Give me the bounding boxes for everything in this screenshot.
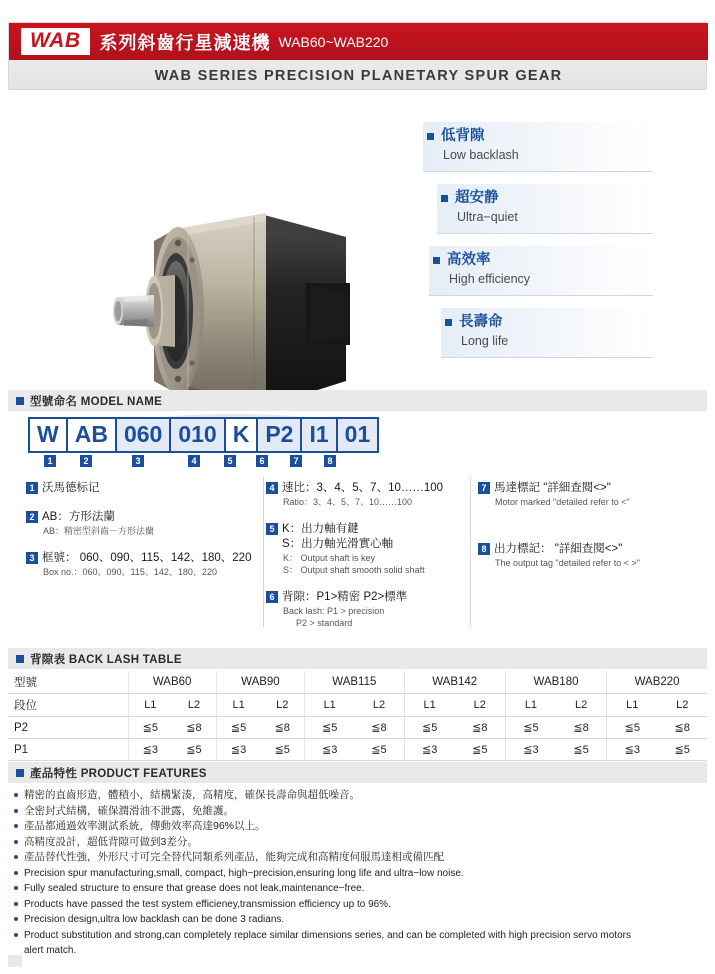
- feature-label-en: Long life: [461, 334, 509, 348]
- legend-number: 6: [266, 591, 278, 603]
- square-marker-icon: [16, 655, 24, 663]
- section-header-backlash: [8, 648, 707, 669]
- row-label: 段位: [8, 694, 128, 717]
- feature-item: [429, 246, 653, 296]
- feature-text: alert match.: [24, 945, 77, 956]
- value-cell: ≦8: [354, 717, 404, 739]
- section-header-model-name: [8, 390, 707, 411]
- value-cell: ≦5: [128, 717, 172, 739]
- legend-item: [266, 522, 466, 576]
- value-cell: ≦5: [404, 717, 455, 739]
- section-title: 產品特性 PRODUCT FEATURES: [30, 767, 207, 780]
- bullet-dot-icon: [14, 809, 18, 813]
- legend-item: [26, 510, 256, 537]
- model-name-block: [8, 413, 707, 643]
- table-row: [8, 671, 707, 694]
- hero-section: [8, 90, 707, 378]
- model-header-cell: WAB90: [216, 671, 304, 694]
- model-header-cell: WAB60: [128, 671, 216, 694]
- value-cell: ≦3: [607, 739, 658, 761]
- legend-text-cn: AB：方形法蘭: [42, 511, 115, 523]
- legend-text-cn-b: S：出力軸光滑實心軸: [282, 538, 394, 550]
- value-cell: ≦3: [505, 739, 556, 761]
- code-cell: 060: [115, 417, 169, 453]
- value-cell: ≦5: [657, 739, 707, 761]
- feature-bullet-en: [14, 912, 704, 928]
- legend-text-cn: K：出力軸有鍵: [282, 523, 359, 535]
- value-cell: ≦8: [455, 717, 506, 739]
- code-cell: AB: [66, 417, 115, 453]
- stage-cell: L1: [305, 694, 355, 717]
- stage-cell: L2: [455, 694, 506, 717]
- bullet-dot-icon: [14, 871, 18, 875]
- footer-marker: [8, 955, 22, 967]
- feature-text: Precision spur manufacturing,small, compact, high−precision,ensuring long life and ultra−low noise.: [24, 867, 464, 879]
- legend-text-en: The output tag "detailed refer to < >": [495, 558, 640, 568]
- value-cell: ≦3: [305, 739, 355, 761]
- feature-highlights: [423, 122, 653, 370]
- feature-item: [437, 184, 653, 234]
- feature-text: 高精度設計，超低背隙可做到3差分。: [24, 835, 198, 848]
- feature-text: Product substitution and strong,can completely replace similar dimensions series, and can be completed with high precision servo motors: [24, 929, 631, 941]
- feature-item: [423, 122, 653, 172]
- stage-cell: L2: [260, 694, 304, 717]
- legend-text-en: Back lash: P1 > precision: [283, 606, 385, 616]
- value-cell: ≦5: [172, 739, 216, 761]
- bullet-dot-icon: [14, 917, 18, 921]
- legend-text-cn: 馬達標記 "詳細查閱<>": [494, 482, 611, 494]
- feature-text: 產品替代性強，外形尺寸可完全替代同類系列產品，能夠完成和高精度伺服馬達相或備匹配: [24, 851, 444, 863]
- header-red-bar: [9, 23, 708, 60]
- feature-label-cn: 長壽命: [459, 314, 503, 330]
- bullet-dot-icon: [14, 902, 18, 906]
- legend-number: 5: [266, 523, 278, 535]
- feature-bullet-en: [14, 881, 704, 897]
- section-title: 型號命名 MODEL NAME: [30, 395, 163, 408]
- legend-number: 1: [26, 482, 38, 494]
- square-marker-icon: [16, 397, 24, 405]
- code-cell: P2: [256, 417, 300, 453]
- code-cell: 010: [169, 417, 223, 453]
- feature-text: 產品都通過效率測試系統，傳動效率高達96%以上。: [24, 820, 266, 832]
- model-code-markers: [28, 455, 333, 469]
- row-label: P1: [8, 739, 128, 761]
- bullet-dot-icon: [14, 933, 18, 937]
- bullet-dot-icon: [14, 886, 18, 890]
- feature-bullet-cn: [14, 835, 704, 851]
- section-title: 背隙表 BACK LASH TABLE: [30, 653, 182, 666]
- legend-number: 8: [478, 543, 490, 555]
- value-cell: ≦5: [260, 739, 304, 761]
- feature-text: Precision design,ultra low backlash can be done 3 radians.: [24, 914, 285, 925]
- bullet-icon: [441, 195, 448, 202]
- header-subtitle: WAB SERIES PRECISION PLANETARY SPUR GEAR: [154, 67, 563, 84]
- code-marker: 8: [324, 455, 336, 467]
- legend-item: [266, 481, 466, 508]
- legend-number: 3: [26, 552, 38, 564]
- feature-item: [441, 308, 653, 358]
- table-row: [8, 694, 707, 717]
- code-cell: I1: [300, 417, 335, 453]
- legend-column-2: [266, 481, 466, 643]
- code-marker: 1: [44, 455, 56, 467]
- backlash-table-wrapper: [8, 671, 707, 761]
- value-cell: ≦5: [556, 739, 607, 761]
- value-cell: ≦8: [172, 717, 216, 739]
- feature-label-cn: 超安静: [455, 190, 499, 206]
- legend-item: [478, 481, 703, 508]
- legend-number: 4: [266, 482, 278, 494]
- header-title-cn: 系列斜齒行星減速機: [99, 32, 271, 53]
- feature-text: Fully sealed structure to ensure that grease does not leak,maintenance−free.: [24, 883, 365, 894]
- legend-column-3: [478, 481, 703, 583]
- legend-item: [478, 542, 703, 569]
- legend-text-en: Motor marked "detailed refer to <": [495, 497, 630, 507]
- stage-cell: L1: [404, 694, 455, 717]
- legend-number: 7: [478, 482, 490, 494]
- feature-label-en: Ultra−quiet: [457, 210, 518, 224]
- feature-bullet-en: [14, 866, 704, 882]
- feature-bullet-cn: [14, 804, 704, 820]
- feature-bullet-en-continued: [14, 943, 704, 959]
- legend-text-en: Box no.：060、090、115、142、180、220: [43, 567, 217, 577]
- legend-text-en: Ratio：3、4、5、7、10……100: [283, 497, 413, 507]
- model-header-cell: WAB180: [505, 671, 606, 694]
- legend-text-cn: 背隙：P1>精密 P2>標準: [282, 591, 408, 603]
- product-header: [8, 22, 707, 90]
- stage-cell: L1: [505, 694, 556, 717]
- backlash-table: [8, 671, 707, 761]
- bullet-dot-icon: [14, 824, 18, 828]
- feature-bullet-en: [14, 897, 704, 913]
- stage-cell: L1: [128, 694, 172, 717]
- product-features-list: [14, 788, 704, 959]
- value-cell: ≦8: [260, 717, 304, 739]
- stage-cell: L1: [216, 694, 260, 717]
- value-cell: ≦5: [216, 717, 260, 739]
- legend-item: [266, 590, 466, 629]
- legend-text-en: K： Output shaft is key: [283, 553, 376, 563]
- legend-number: 2: [26, 511, 38, 523]
- feature-label-cn: 低背隙: [441, 128, 485, 144]
- code-cell: W: [28, 417, 66, 453]
- legend-text-en-b: S： Output shaft smooth solid shaft: [283, 565, 425, 575]
- legend-item: [26, 481, 256, 496]
- legend-item: [26, 551, 256, 578]
- model-header-cell: WAB115: [305, 671, 405, 694]
- code-marker: 3: [132, 455, 144, 467]
- feature-bullet-cn: [14, 788, 704, 804]
- value-cell: ≦5: [607, 717, 658, 739]
- square-marker-icon: [16, 769, 24, 777]
- feature-label-en: Low backlash: [443, 148, 519, 162]
- stage-cell: L1: [607, 694, 658, 717]
- feature-bullet-cn: [14, 850, 704, 866]
- value-cell: ≦3: [128, 739, 172, 761]
- code-cell: 01: [336, 417, 380, 453]
- model-header-cell: WAB142: [404, 671, 505, 694]
- value-cell: ≦5: [505, 717, 556, 739]
- table-row: [8, 739, 707, 761]
- code-marker: 6: [256, 455, 268, 467]
- feature-text: Products have passed the test system efficieney,transmission efficiency up to 96%.: [24, 898, 391, 910]
- model-code-row: [28, 417, 379, 453]
- stage-cell: L2: [172, 694, 216, 717]
- model-code-legend: [26, 481, 698, 636]
- legend-text-cn: 出力標記： "詳細查閱<>": [494, 543, 623, 555]
- bullet-dot-icon: [14, 840, 18, 844]
- brand-badge: WAB: [21, 28, 90, 55]
- bullet-dot-icon: [14, 855, 18, 859]
- code-marker: 4: [188, 455, 200, 467]
- value-cell: ≦8: [556, 717, 607, 739]
- code-marker: 5: [224, 455, 236, 467]
- value-cell: ≦5: [455, 739, 506, 761]
- legend-text-en: AB：精密型斜齒－方形法蘭: [43, 526, 155, 536]
- stage-cell: L2: [354, 694, 404, 717]
- stage-cell: L2: [556, 694, 607, 717]
- code-cell: K: [224, 417, 257, 453]
- feature-label-cn: 高效率: [447, 252, 491, 268]
- feature-text: 精密的直齒形造，體積小，結構緊湊，高精度，確保長壽命與超低噪音。: [24, 789, 360, 801]
- row-label: 型號: [8, 671, 128, 694]
- value-cell: ≦3: [404, 739, 455, 761]
- feature-text: 全密封式結構，確保潤滑油不泄露，免維護。: [24, 804, 234, 817]
- value-cell: ≦3: [216, 739, 260, 761]
- value-cell: ≦8: [657, 717, 707, 739]
- legend-text-cn: 沃馬德标记: [42, 482, 100, 494]
- feature-label-en: High efficiency: [449, 272, 531, 286]
- value-cell: ≦5: [354, 739, 404, 761]
- legend-text-cn: 框號： 060、090、115、142、180、220: [42, 552, 252, 564]
- code-marker: 2: [80, 455, 92, 467]
- row-label: P2: [8, 717, 128, 739]
- bullet-icon: [427, 133, 434, 140]
- table-row: [8, 717, 707, 739]
- feature-bullet-en: [14, 928, 704, 944]
- legend-text-en-b: P2 > standard: [296, 618, 353, 628]
- feature-bullet-cn: [14, 819, 704, 835]
- model-header-cell: WAB220: [607, 671, 707, 694]
- stage-cell: L2: [657, 694, 707, 717]
- bullet-dot-icon: [14, 793, 18, 797]
- code-marker: 7: [290, 455, 302, 467]
- bullet-icon: [433, 257, 440, 264]
- value-cell: ≦5: [305, 717, 355, 739]
- bullet-icon: [445, 319, 452, 326]
- section-header-product-features: [8, 762, 707, 783]
- legend-text-cn: 速比：3、4、5、7、10……100: [282, 482, 444, 494]
- header-model-range: WAB60~WAB220: [278, 33, 389, 50]
- legend-column-1: [26, 481, 256, 592]
